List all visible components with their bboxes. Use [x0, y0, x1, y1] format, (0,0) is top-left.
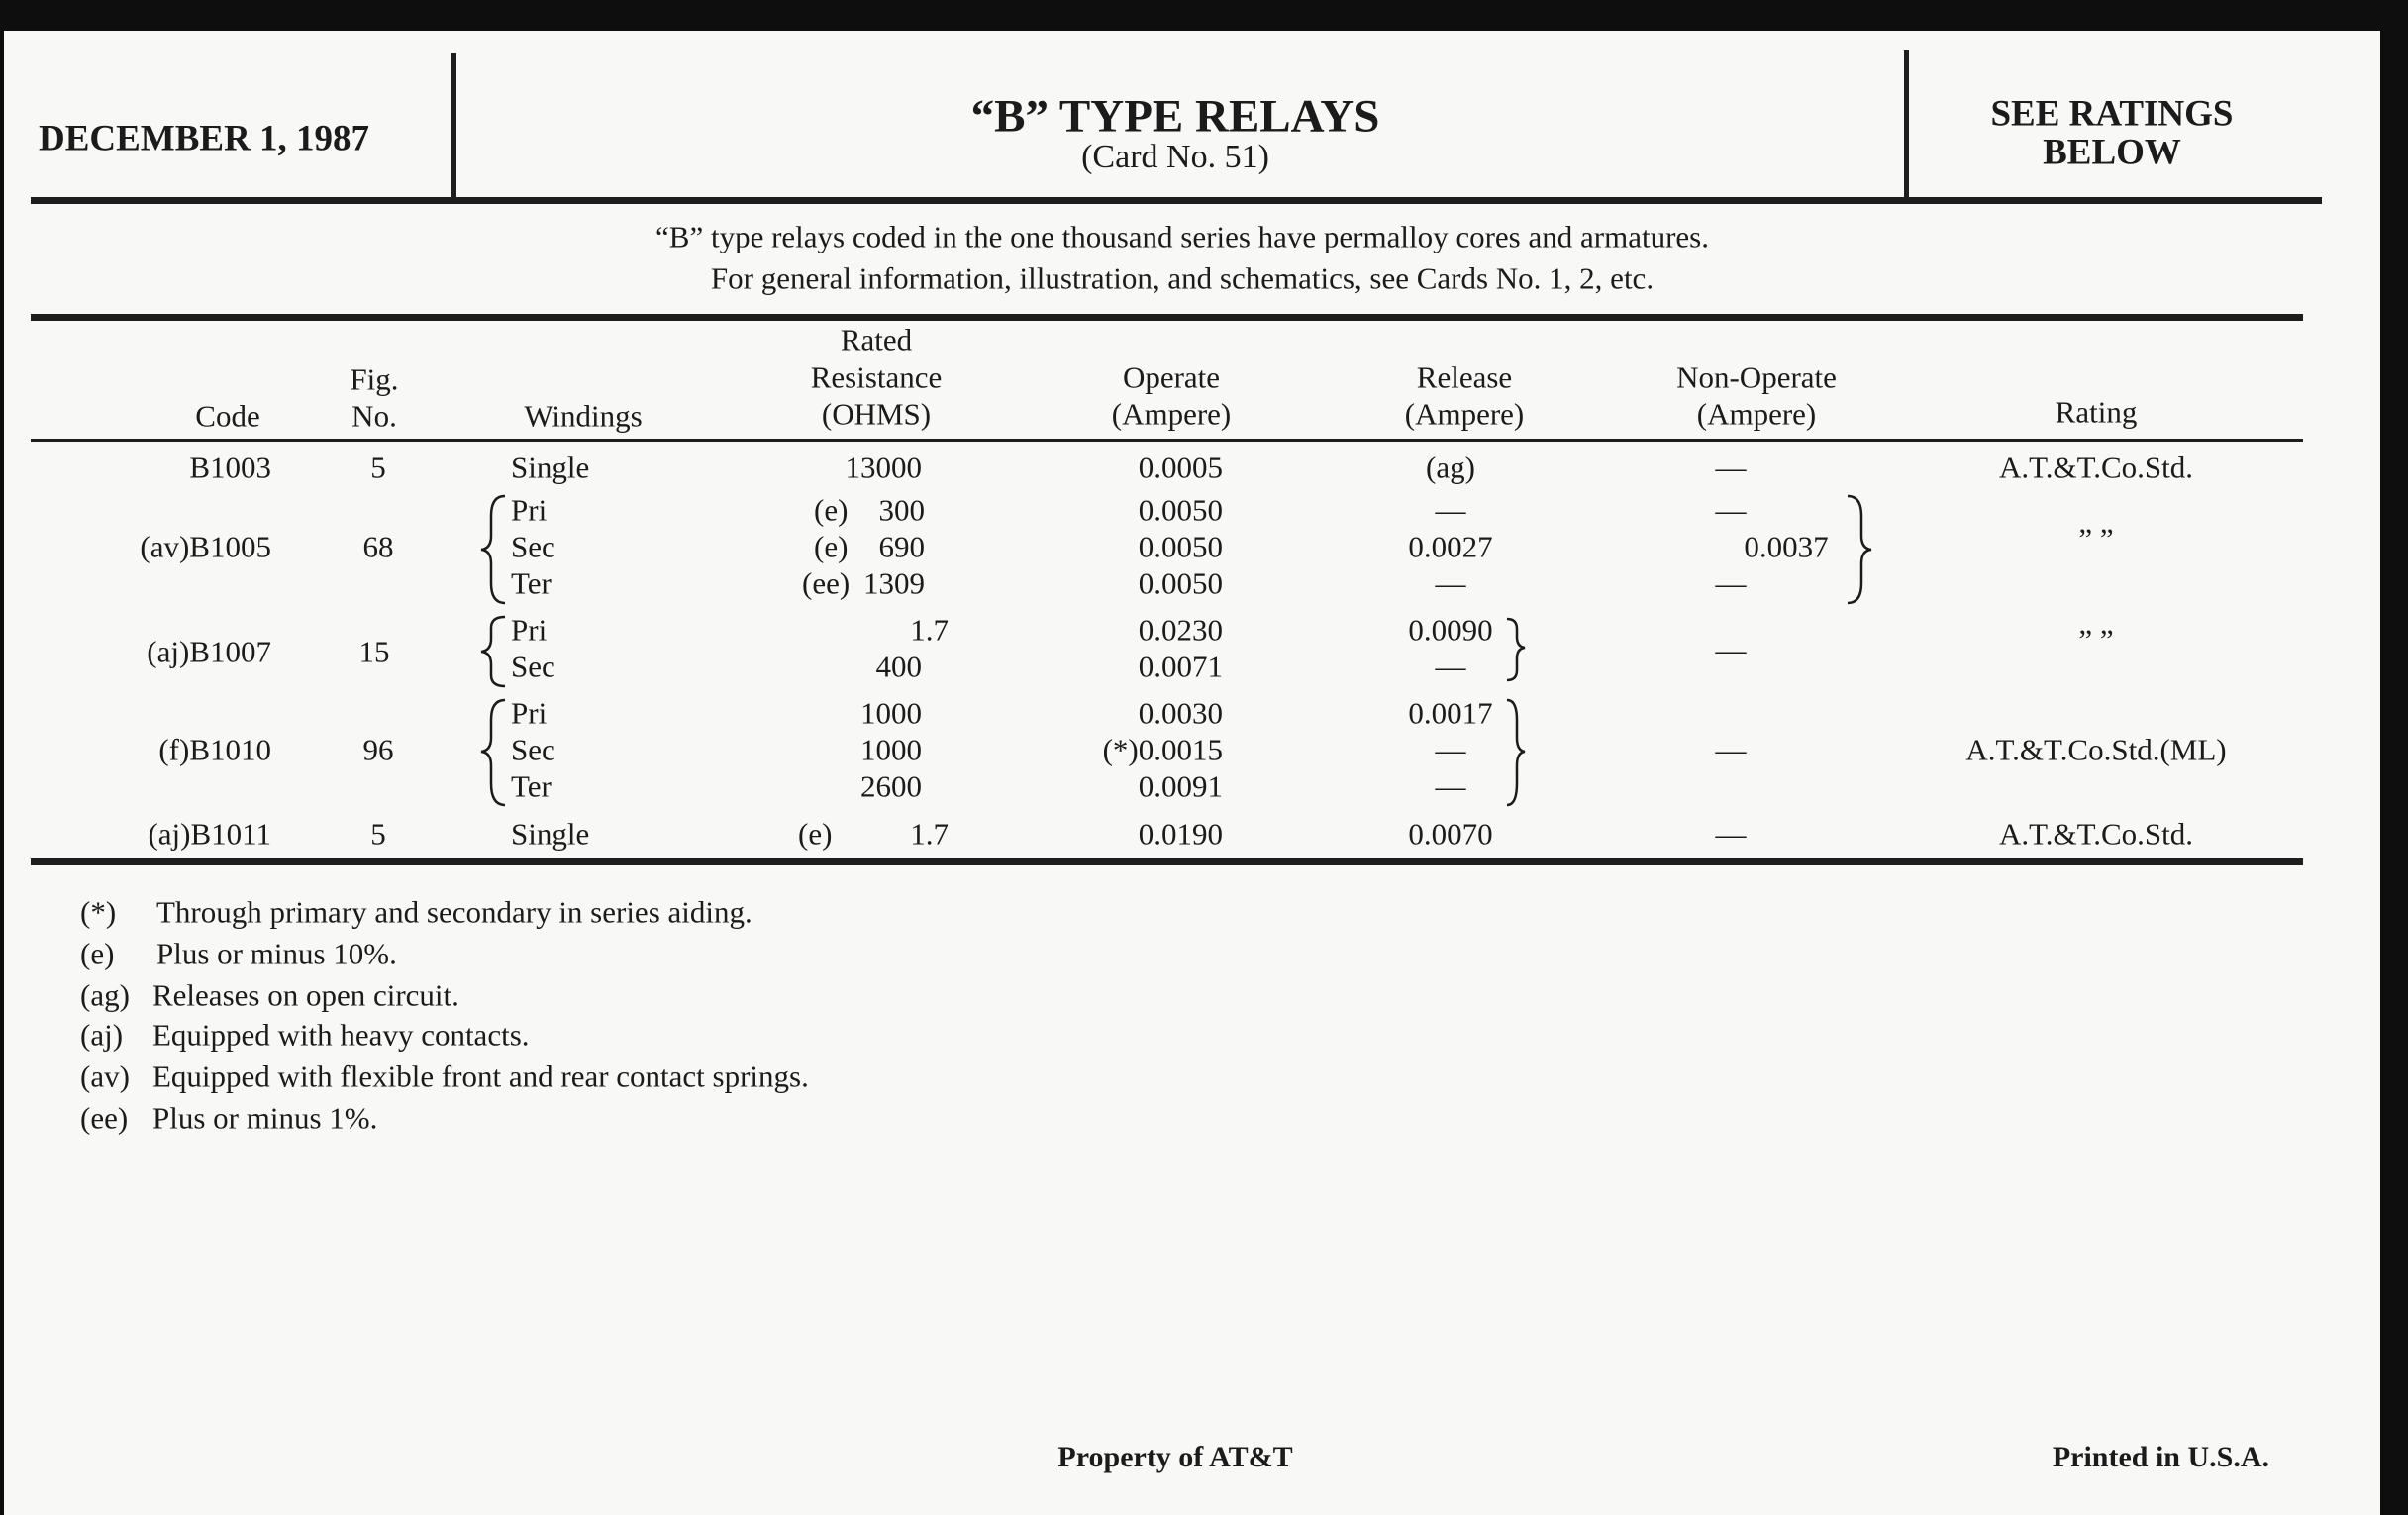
footnote-text: Releases on open circuit.: [152, 977, 459, 1013]
operate-cell: 0.0050: [1138, 565, 1223, 601]
operate-cell: 0.0050: [1138, 492, 1223, 528]
release-cell: —: [1435, 492, 1466, 528]
resistance-tolerance-tag: (e): [814, 492, 849, 528]
operate-cell: 0.0230: [1138, 612, 1223, 648]
col-header-windings: Windings: [524, 398, 643, 434]
non-operate-cell: 0.0037: [1744, 529, 1829, 564]
footnote-text: Plus or minus 10%.: [156, 936, 397, 971]
footer-printed: Printed in U.S.A.: [2052, 1441, 2269, 1473]
code-cell: (av)B1005: [140, 529, 271, 564]
operate-cell: (*)0.0015: [1102, 732, 1223, 767]
col-header-release-2: (Ampere): [1404, 396, 1525, 432]
non-operate-cell: —: [1715, 492, 1747, 528]
brace-release-b1010: [1507, 700, 1525, 805]
footnote-tag: (*): [80, 894, 117, 930]
non-operate-cell: —: [1715, 816, 1747, 852]
brace-nonop-b1005: [1848, 496, 1871, 603]
brace-windings-b1007: [481, 617, 505, 686]
rating-b1007: ” ”: [2078, 622, 2114, 657]
card-date: DECEMBER 1, 1987: [39, 118, 370, 159]
code-b1007: (aj)B1007: [147, 634, 271, 669]
winding-cell: Single: [511, 816, 590, 852]
col-header-rating: Rating: [2055, 394, 2138, 430]
footnote-text: Through primary and secondary in series aiding.: [156, 894, 752, 930]
resistance-cell: 690: [878, 529, 925, 564]
brace-windings-b1010: [481, 700, 505, 805]
fig-cell: 5: [370, 450, 386, 485]
relay-card: [4, 31, 2380, 1515]
brace-windings-b1005: [481, 496, 505, 603]
release-cell: 0.0090: [1408, 612, 1493, 648]
non-operate-cell: —: [1715, 450, 1747, 485]
col-header-res-1: Rated: [840, 322, 913, 357]
operate-cell: 0.0071: [1138, 649, 1223, 684]
code-cell: B1003: [189, 450, 271, 485]
release-cell: —: [1435, 732, 1466, 767]
intro-line-2: For general information, illustration, and schematics, see Cards No. 1, 2, etc.: [710, 260, 1655, 296]
resistance-cell: 1000: [860, 732, 922, 767]
resistance-cell: 13000: [845, 450, 922, 485]
footnote-text: Plus or minus 1%.: [152, 1100, 378, 1136]
release-cell: (ag): [1426, 450, 1475, 485]
fig-cell: 68: [362, 529, 394, 564]
footnote-tag: (ee): [80, 1100, 129, 1136]
resistance-cell: 2600: [860, 768, 922, 804]
rating-cell: ” ”: [2078, 521, 2114, 556]
winding-cell: Sec: [511, 732, 555, 767]
footnote-tag: (av): [80, 1059, 130, 1094]
col-header-operate-2: (Ampere): [1111, 396, 1232, 432]
intro-line-1: “B” type relays coded in the one thousand series have permalloy cores and armatures.: [655, 219, 1709, 254]
winding-cell: Sec: [511, 529, 555, 564]
col-header-code: Code: [195, 398, 260, 434]
operate-cell: 0.0030: [1138, 695, 1223, 731]
ratings-note-line2: BELOW: [2043, 132, 2181, 173]
non-operate-cell: —: [1715, 732, 1747, 767]
rating-cell: A.T.&T.Co.Std.: [1998, 450, 2194, 485]
col-header-res-2: Resistance: [810, 359, 943, 395]
resistance-cell: 300: [878, 492, 925, 528]
resistance-tolerance-tag: (e): [814, 529, 849, 564]
winding-cell: Pri: [511, 612, 548, 648]
footnote-tag: (aj): [80, 1017, 124, 1053]
operate-cell: 0.0091: [1138, 768, 1223, 804]
resistance-cell: 1309: [863, 565, 925, 601]
operate-cell: 0.0005: [1138, 450, 1223, 485]
footnote-tag: (e): [80, 936, 115, 971]
col-header-res-3: (OHMS): [821, 396, 932, 432]
rating-cell: A.T.&T.Co.Std.: [1998, 816, 2194, 852]
nonop-b1007: —: [1715, 632, 1747, 667]
winding-cell: Pri: [511, 695, 548, 731]
card-title: “B” TYPE RELAYS: [970, 90, 1380, 143]
release-cell: 0.0017: [1408, 695, 1493, 731]
operate-cell: 0.0190: [1138, 816, 1223, 852]
operate-cell: 0.0050: [1138, 529, 1223, 564]
winding-cell: Pri: [511, 492, 548, 528]
fig-cell: 96: [362, 732, 394, 767]
release-cell: —: [1435, 768, 1466, 804]
resistance-tolerance-tag: (e): [798, 816, 833, 852]
col-header-nonop-2: (Ampere): [1696, 396, 1817, 432]
non-operate-cell: —: [1715, 565, 1747, 601]
footnote-tag: (ag): [80, 977, 130, 1013]
rating-cell: A.T.&T.Co.Std.(ML): [1965, 732, 2227, 767]
footnote-text: Equipped with flexible front and rear contact springs.: [152, 1059, 809, 1094]
col-header-fig-2: No.: [351, 398, 397, 434]
release-cell: —: [1435, 565, 1466, 601]
release-cell: 0.0070: [1408, 816, 1493, 852]
table-bottom-rule: [31, 858, 2303, 865]
col-header-release-1: Release: [1416, 359, 1513, 395]
col-header-operate-1: Operate: [1122, 359, 1221, 395]
release-cell: 0.0027: [1408, 529, 1493, 564]
winding-cell: Sec: [511, 649, 555, 684]
resistance-cell: 400: [875, 649, 922, 684]
col-header-nonop-1: Non-Operate: [1676, 359, 1837, 395]
brace-group: [4, 31, 2380, 1515]
winding-cell: Ter: [511, 768, 552, 804]
footer-property: Property of AT&T: [1057, 1441, 1293, 1473]
resistance-tolerance-tag: (ee): [802, 565, 851, 601]
resistance-cell: 1.7: [910, 612, 949, 648]
code-cell: (aj)B1011: [148, 816, 271, 852]
card-number: (Card No. 51): [1081, 139, 1269, 175]
resistance-cell: 1.7: [910, 816, 949, 852]
ratings-note-line1: SEE RATINGS: [1990, 93, 2234, 135]
col-header-fig-1: Fig.: [350, 361, 399, 397]
footnote-text: Equipped with heavy contacts.: [152, 1017, 530, 1053]
fig-cell: 5: [370, 816, 386, 852]
winding-cell: Ter: [511, 565, 552, 601]
brace-release-b1007: [1507, 619, 1525, 680]
resistance-cell: 1000: [860, 695, 922, 731]
fig-b1007: 15: [358, 634, 390, 669]
winding-cell: Single: [511, 450, 590, 485]
release-cell: —: [1435, 649, 1466, 684]
code-cell: (f)B1010: [158, 732, 271, 767]
